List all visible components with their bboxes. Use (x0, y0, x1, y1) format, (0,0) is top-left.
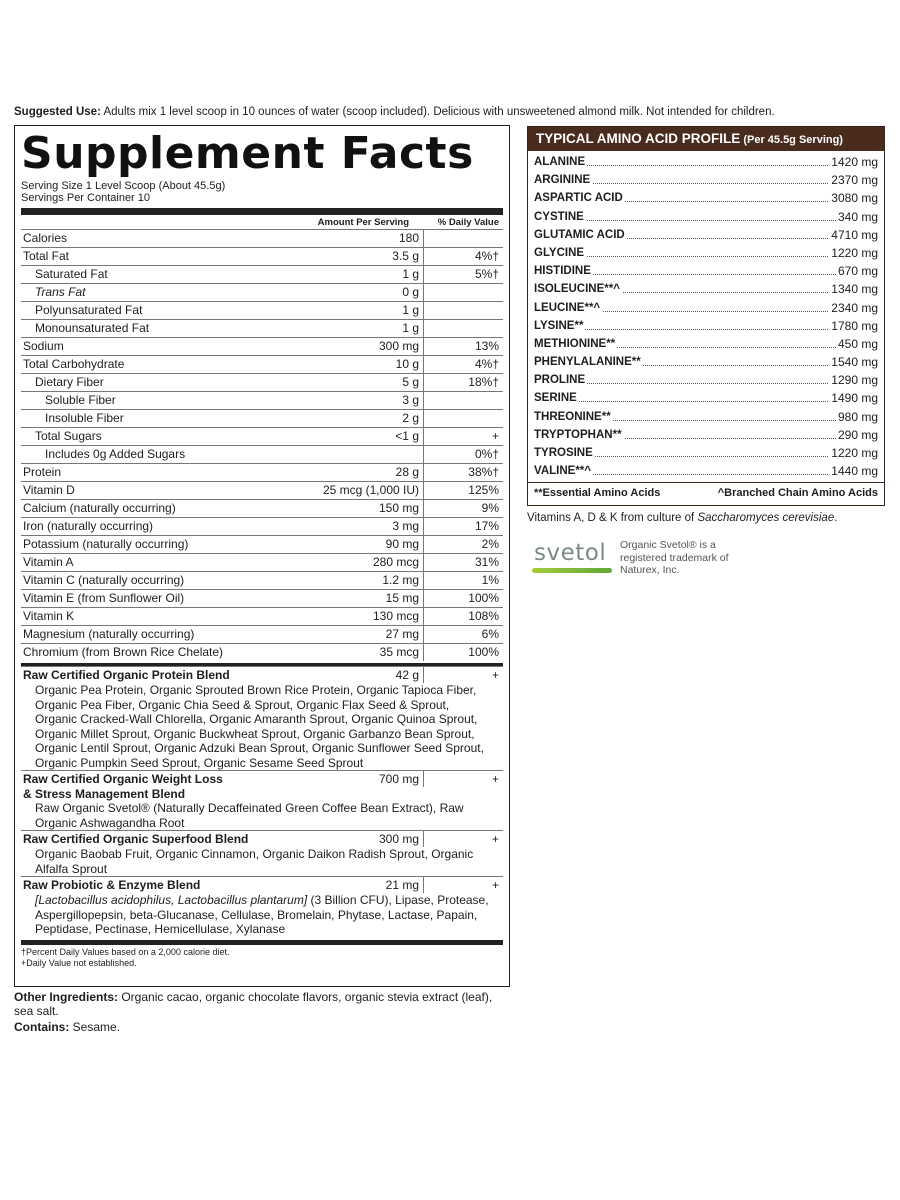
nutrient-row (21, 445, 503, 463)
col-dv-label: % Daily Value (437, 217, 499, 228)
nutrient-name: Insoluble Fiber (45, 411, 124, 425)
nutrient-amount: 1 g (311, 266, 424, 283)
nutrient-name: Magnesium (naturally occurring) (23, 627, 195, 641)
blend-section (21, 666, 503, 770)
amino-row (534, 244, 878, 262)
nutrient-name: Saturated Fat (35, 267, 108, 281)
amino-name: METHIONINE** (534, 335, 617, 353)
nutrient-row (21, 481, 503, 499)
blend-ingredients-text: Organic Baobab Fruit, Organic Cinnamon, Organic Daikon Radish Sprout, Organic Alfalfa Sprout (35, 847, 474, 876)
nutrient-name: Total Sugars (35, 429, 102, 443)
amino-value: 1440 mg (829, 462, 878, 480)
bcaa-legend: ^Branched Chain Amino Acids (717, 487, 878, 499)
nutrient-amount: 27 mg (311, 626, 424, 643)
essential-legend: **Essential Amino Acids (534, 487, 661, 499)
nutrient-row (21, 409, 503, 427)
nutrient-dv: 125% (468, 483, 499, 497)
nutrient-dv: 13% (474, 339, 499, 353)
amino-name: TYROSINE (534, 444, 595, 462)
amino-value: 290 mg (836, 426, 878, 444)
footnote-dv: †Percent Daily Values based on a 2,000 calorie diet. (21, 946, 230, 957)
amino-name: GLUTAMIC ACID (534, 226, 627, 244)
nutrient-amount: 25 mcg (1,000 IU) (311, 482, 424, 499)
blend-rows (21, 666, 503, 937)
footnotes (21, 940, 503, 969)
amino-name: ALANINE (534, 153, 587, 171)
blend-header (21, 771, 503, 787)
amino-row (534, 226, 878, 244)
nutrient-name: Vitamin K (23, 609, 75, 623)
nutrient-dv: + (491, 429, 499, 443)
blend-ingredients (21, 683, 503, 770)
amino-value: 1540 mg (829, 353, 878, 371)
blend-name: Raw Certified Organic Protein Blend (23, 668, 230, 682)
blend-ingredients-text: Raw Organic Svetol® (Naturally Decaffeinated Green Coffee Bean Extract), Raw Organic Ashwagandha Root (35, 801, 464, 830)
nutrient-amount: 3 mg (311, 518, 424, 535)
amino-name: THREONINE** (534, 408, 613, 426)
nutrient-row (21, 607, 503, 625)
amino-value: 670 mg (836, 262, 878, 280)
nutrient-dv: 17% (474, 519, 499, 533)
vitnote-suffix: . (834, 512, 838, 524)
amino-name: PHENYLALANINE** (534, 353, 643, 371)
amino-value: 1420 mg (829, 153, 878, 171)
suggested-use-label: Suggested Use: (14, 106, 101, 118)
amino-row (534, 262, 878, 280)
nutrient-name: Vitamin C (naturally occurring) (23, 573, 185, 587)
blend-ingredients (21, 847, 503, 876)
nutrient-row (21, 337, 503, 355)
nutrient-dv: 108% (468, 609, 499, 623)
suggested-use-text: Adults mix 1 level scoop in 10 ounces of water (scoop included). Delicious with unsweetened almond milk. Not intended for children. (100, 106, 775, 118)
nutrient-name: Vitamin D (23, 483, 75, 497)
nutrient-dv: 5%† (474, 267, 499, 281)
svetol-logo: svetol (534, 540, 607, 566)
amino-row (534, 280, 878, 298)
svetol-logo-swoosh (532, 568, 612, 573)
amino-acid-profile (527, 126, 885, 506)
amino-row (534, 389, 878, 407)
nutrient-row (21, 391, 503, 409)
nutrient-row (21, 535, 503, 553)
amino-value: 340 mg (836, 208, 878, 226)
blend-header (21, 877, 503, 893)
blend-name: Raw Certified Organic Superfood Blend (23, 832, 249, 846)
blend-section (21, 830, 503, 876)
blend-header (21, 831, 503, 847)
amino-name: HISTIDINE (534, 262, 593, 280)
amino-name: CYSTINE (534, 208, 586, 226)
amino-row (534, 408, 878, 426)
amino-title: TYPICAL AMINO ACID PROFILE (536, 131, 741, 146)
amino-value: 1340 mg (829, 280, 878, 298)
amino-row (534, 317, 878, 335)
nutrient-row (21, 553, 503, 571)
amino-row (534, 153, 878, 171)
blend-section (21, 876, 503, 937)
amino-value: 980 mg (836, 408, 878, 426)
nutrient-row (21, 373, 503, 391)
nutrient-name: Chromium (from Brown Rice Chelate) (23, 645, 224, 659)
amino-legend (528, 482, 884, 505)
amino-value: 4710 mg (829, 226, 878, 244)
panel-title: Supplement Facts (21, 128, 474, 179)
amino-name: TRYPTOPHAN** (534, 426, 624, 444)
nutrient-name: Trans Fat (35, 285, 86, 299)
amino-value: 3080 mg (829, 189, 878, 207)
nutrient-name: Includes 0g Added Sugars (45, 447, 186, 461)
other-ingredients-text: Organic cacao, organic chocolate flavors, organic stevia extract (leaf), sea salt. (14, 990, 493, 1018)
amino-row (534, 426, 878, 444)
nutrient-amount: 3 g (311, 392, 424, 409)
amino-value: 450 mg (836, 335, 878, 353)
nutrient-amount: 150 mg (311, 500, 424, 517)
blend-name-line2: & Stress Management Blend (23, 787, 186, 801)
amino-name: SERINE (534, 389, 579, 407)
amino-name: VALINE**^ (534, 462, 593, 480)
nutrient-amount: 130 mcg (311, 608, 424, 625)
nutrient-dv: 38%† (468, 465, 499, 479)
nutrient-name: Calories (23, 231, 68, 245)
nutrient-dv: 2% (481, 537, 499, 551)
nutrient-name: Monounsaturated Fat (35, 321, 150, 335)
blend-amount: 42 g (321, 667, 424, 683)
nutrient-row (21, 625, 503, 643)
divider-thick (21, 208, 503, 215)
nutrient-amount: 300 mg (311, 338, 424, 355)
contains-label: Contains: (14, 1020, 70, 1034)
blend-name: Raw Certified Organic Weight Loss (23, 772, 223, 786)
vitnote-prefix: Vitamins A, D & K from culture of (527, 512, 698, 524)
blend-ingredients-text: Organic Pea Protein, Organic Sprouted Brown Rice Protein, Organic Tapioca Fiber, Organic Pea Fiber, Organic Chia Seed & Sprout, Organic Flax Seed & Sprout, Organic Cracked-Wall Chlorella, Organic Amaranth Sprout, Organic Quinoa Sprout, Organic Millet Sprout, Organic Buckwheat Sprout, Organic Garbanzo Bean Sprout, Organic Lentil Sprout, Organic Adzuki Bean Sprout, Organic Sunflower Seed Sprout, Organic Pumpkin Seed Sprout, Organic Sesame Seed Sprout (35, 683, 484, 770)
column-header (21, 215, 503, 229)
blend-dv: + (491, 878, 499, 892)
blend-dv: + (491, 832, 499, 846)
amino-value: 1490 mg (829, 389, 878, 407)
vitamin-source-note (527, 512, 837, 524)
blend-ingredients-text: (3 Billion CFU), Lipase, Protease, Aspergillopepsin, beta-Glucanase, Cellulase, Bromelain, Phytase, Lactase, Papain, Peptidase, Pectinase, Hemicellulase, Xylanase (35, 893, 489, 936)
nutrient-dv: 6% (481, 627, 499, 641)
amino-row (534, 462, 878, 480)
nutrient-row (21, 265, 503, 283)
nutrient-name: Dietary Fiber (35, 375, 104, 389)
nutrient-dv: 9% (481, 501, 499, 515)
blend-dv: + (491, 772, 499, 786)
nutrient-amount: 3.5 g (311, 248, 424, 265)
nutrient-amount: 1.2 mg (311, 572, 424, 589)
amino-row (534, 299, 878, 317)
nutrient-dv: 31% (474, 555, 499, 569)
amino-value: 2340 mg (829, 299, 878, 317)
amino-row (534, 444, 878, 462)
blend-ingredients (21, 893, 503, 937)
amino-row (534, 171, 878, 189)
nutrient-amount: 90 mg (311, 536, 424, 553)
vitnote-italic: Saccharomyces cerevisiae (697, 512, 835, 524)
nutrient-dv: 0%† (474, 447, 499, 461)
nutrient-row (21, 463, 503, 481)
nutrient-dv: 4%† (474, 249, 499, 263)
amino-row (534, 208, 878, 226)
amino-subtitle: (Per 45.5g Serving) (740, 134, 843, 146)
svetol-trademark-note: Organic Svetol® is a registered trademark of Naturex, Inc. (620, 539, 729, 576)
nutrient-dv: 18%† (468, 375, 499, 389)
nutrient-row (21, 499, 503, 517)
nutrient-amount: 35 mcg (311, 644, 424, 661)
leader-dots (534, 401, 878, 402)
nutrient-row (21, 319, 503, 337)
nutrient-name: Total Carbohydrate (23, 357, 125, 371)
nutrient-name: Potassium (naturally occurring) (23, 537, 189, 551)
amino-rows (528, 151, 884, 480)
nutrient-dv: 100% (468, 645, 499, 659)
nutrient-row (21, 355, 503, 373)
supplement-facts-panel (14, 125, 510, 987)
nutrient-name: Vitamin E (from Sunflower Oil) (23, 591, 185, 605)
leader-dots (534, 329, 878, 330)
blend-section (21, 770, 503, 830)
nutrient-name: Calcium (naturally occurring) (23, 501, 176, 515)
nutrient-dv: 4%† (474, 357, 499, 371)
nutrient-amount: 5 g (311, 374, 424, 391)
amino-name: PROLINE (534, 371, 587, 389)
nutrient-name: Polyunsaturated Fat (35, 303, 143, 317)
nutrient-name: Protein (23, 465, 62, 479)
nutrient-amount: 2 g (311, 410, 424, 427)
nutrient-amount: <1 g (311, 428, 424, 445)
servings-per-container: Servings Per Container 10 (21, 192, 151, 204)
nutrient-row (21, 427, 503, 445)
amino-name: ARGININE (534, 171, 592, 189)
nutrient-row (21, 229, 503, 247)
serving-size: Serving Size 1 Level Scoop (About 45.5g) (21, 180, 226, 192)
amino-name: LEUCINE**^ (534, 299, 602, 317)
nutrient-rows (21, 229, 503, 661)
nutrient-amount: 180 (311, 230, 424, 247)
contains (14, 1020, 120, 1034)
other-ingredients (14, 990, 494, 1018)
nutrient-row (21, 589, 503, 607)
nutrient-amount: 0 g (311, 284, 424, 301)
nutrient-dv: 1% (481, 573, 499, 587)
nutrient-amount: 15 mg (311, 590, 424, 607)
nutrient-row (21, 301, 503, 319)
amino-value: 1220 mg (829, 244, 878, 262)
nutrient-name: Total Fat (23, 249, 70, 263)
contains-text: Sesame. (69, 1020, 121, 1034)
amino-value: 1220 mg (829, 444, 878, 462)
footnote-not-established: +Daily Value not established. (21, 957, 137, 968)
nutrient-amount: 280 mcg (311, 554, 424, 571)
blend-header (21, 667, 503, 683)
suggested-use (14, 106, 894, 118)
nutrient-amount: 1 g (311, 320, 424, 337)
nutrient-amount: 10 g (311, 356, 424, 373)
amino-row (534, 371, 878, 389)
amino-name: ISOLEUCINE**^ (534, 280, 622, 298)
blend-ingredients (21, 801, 503, 830)
nutrient-row (21, 517, 503, 535)
nutrient-row (21, 247, 503, 265)
nutrient-name: Sodium (23, 339, 64, 353)
amino-value: 1780 mg (829, 317, 878, 335)
nutrient-amount: 28 g (311, 464, 424, 481)
blend-ingredients-italic: [Lactobacillus acidophilus, Lactobacillus plantarum] (35, 893, 308, 907)
nutrient-row (21, 643, 503, 661)
nutrient-amount: 1 g (311, 302, 424, 319)
nutrient-dv: 100% (468, 591, 499, 605)
nutrient-name: Soluble Fiber (45, 393, 116, 407)
amino-name: LYSINE** (534, 317, 585, 335)
nutrient-amount (311, 446, 424, 463)
blend-dv: + (491, 668, 499, 682)
col-amount-label: Amount Per Serving (317, 217, 409, 228)
amino-name: GLYCINE (534, 244, 586, 262)
blend-amount: 300 mg (321, 831, 424, 847)
nutrient-name: Iron (naturally occurring) (23, 519, 154, 533)
amino-value: 1290 mg (829, 371, 878, 389)
nutrient-row (21, 571, 503, 589)
amino-row (534, 189, 878, 207)
nutrient-name: Vitamin A (23, 555, 74, 569)
blend-amount: 21 mg (321, 877, 424, 893)
amino-row (534, 335, 878, 353)
amino-row (534, 353, 878, 371)
amino-value: 2370 mg (829, 171, 878, 189)
blend-amount: 700 mg (321, 771, 424, 787)
nutrient-row (21, 283, 503, 301)
amino-name: ASPARTIC ACID (534, 189, 625, 207)
amino-header (528, 127, 884, 151)
other-ingredients-label: Other Ingredients: (14, 990, 119, 1004)
blend-name: Raw Probiotic & Enzyme Blend (23, 878, 201, 892)
